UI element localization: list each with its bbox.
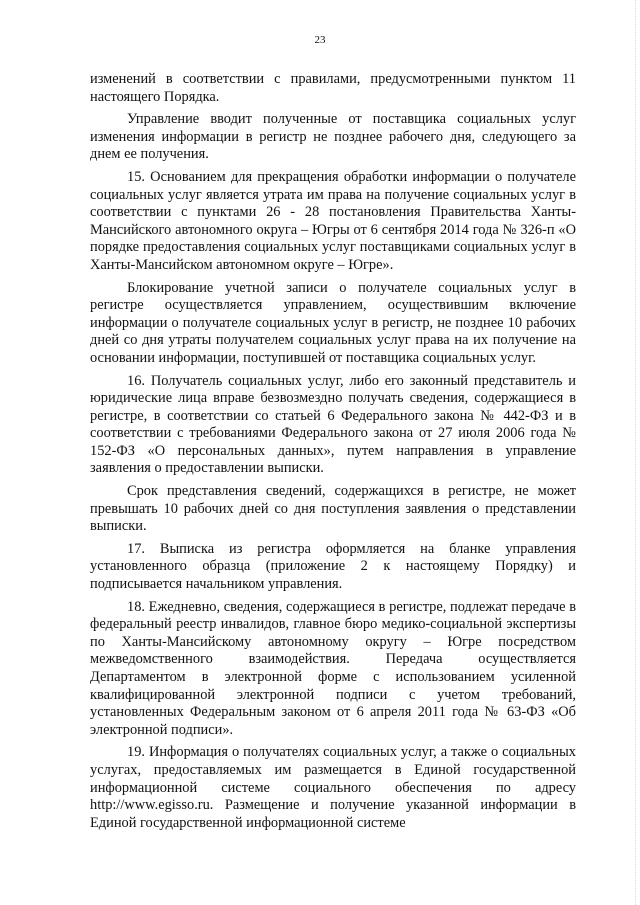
page-number: 23 bbox=[314, 34, 326, 46]
paragraph-item-18: 18. Ежедневно, сведения, содержащиеся в регистре, подлежат передаче в федеральный реестр инвалидов, главное бюро медико-социальной экспертизы по Ханты-Мансийскому автономному округу – Югре посредством межведомственного взаимодействия. Передача осуществляется Департаментом в электронной форме с использованием усиленной квалифицированной электронной подписи с учетом требований, установленных Федеральным законом от 6 апреля 2011 года № 63-ФЗ «Об электронной подписи». bbox=[90, 598, 576, 738]
scan-edge-marks bbox=[634, 0, 636, 905]
paragraph: Блокирование учетной записи о получателе социальных услуг в регистре осуществляется управлением, осуществившим включение информации о получателе социальных услуг в регистр, не позднее 10 рабочих дней со дня утраты получателем социальных услуг права на их получение на основании информации, поступившей от поставщика социальных услуг. bbox=[90, 279, 576, 366]
paragraph-item-16: 16. Получатель социальных услуг, либо его законный представитель и юридические лица вправе безвозмездно получать сведения, содержащиеся в регистре, в соответствии со статьей 6 Федерального закона № 442-ФЗ и в соответствии с требованиями Федерального закона от 27 июля 2006 года № 152-ФЗ «О персональных данных», путем направления в управление заявления о предоставлении выписки. bbox=[90, 372, 576, 477]
paragraph-item-17: 17. Выписка из регистра оформляется на бланке управления установленного образца (приложение 2 к настоящему Порядку) и подписывается начальником управления. bbox=[90, 540, 576, 593]
paragraph: Срок представления сведений, содержащихся в регистре, не может превышать 10 рабочих дней со дня поступления заявления о представлении выписки. bbox=[90, 483, 576, 535]
paragraph: Управление вводит полученные от поставщика социальных услуг изменения информации в регистр не позднее рабочего дня, следующего за днем ее получения. bbox=[90, 111, 576, 163]
paragraph-item-15: 15. Основанием для прекращения обработки информации о получателе социальных услуг является утрата им права на получение социальных услуг в соответствии с пунктами 26 - 28 постановления Правительства Ханты-Мансийского автономного округа – Югры от 6 сентября 2014 года № 326-п «О порядке предоставления социальных услуг поставщиками социальных услуг в Ханты-Мансийском автономном округе – Югре». bbox=[90, 168, 576, 273]
paragraph: изменений в соответствии с правилами, предусмотренными пунктом 11 настоящего Порядка. bbox=[90, 71, 576, 105]
document-body bbox=[90, 71, 576, 832]
paragraph-item-19: 19. Информация о получателях социальных услуг, а также о социальных услугах, предоставляемых им размещается в Единой государственной информационной системе социального обеспечения по адресу http://www.egisso.ru. Размещение и получение указанной информации в Единой государственной информационной системе bbox=[90, 744, 576, 831]
